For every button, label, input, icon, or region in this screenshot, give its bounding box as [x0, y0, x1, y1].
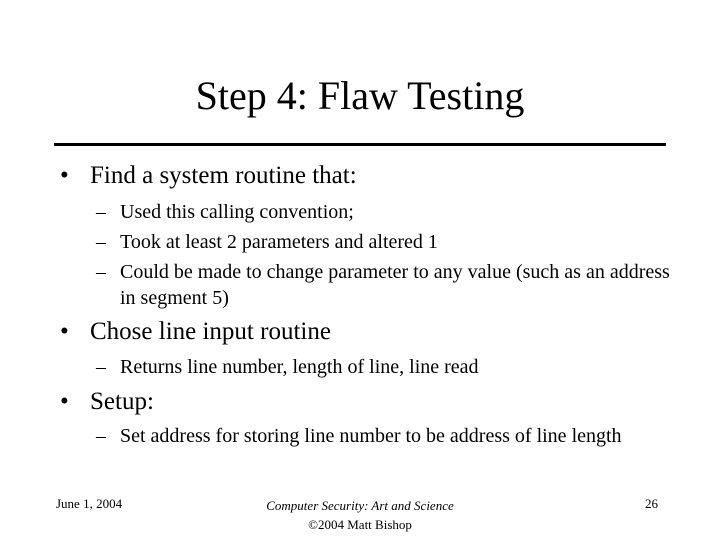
bullet-text: Setup: [90, 388, 154, 415]
sub-bullet [96, 199, 671, 225]
sub-bullet-mark: – [96, 425, 106, 447]
sub-bullet-text: Set address for storing line number to be address of line length [120, 425, 622, 447]
bullet-text: Chose line input routine [90, 318, 331, 345]
title-divider [54, 143, 666, 146]
footer-book-title: Computer Security: Art and Science [266, 498, 454, 513]
footer-date: June 1, 2004 [56, 496, 123, 511]
bullet-line-input [60, 316, 331, 348]
sub-bullet-text: Used this calling convention; [120, 201, 354, 223]
sub-bullet-mark: – [96, 201, 106, 223]
sub-bullet-text: Took at least 2 parameters and altered 1 [120, 231, 438, 253]
sub-bullet [96, 259, 671, 311]
sub-bullet-text: Could be made to change parameter to any value (such as an address in segment 5) [120, 261, 670, 309]
sub-bullet [96, 229, 671, 255]
bullet-find-routine [60, 160, 357, 192]
slide-title: Step 4: Flaw Testing [195, 73, 525, 118]
sub-bullet-mark: – [96, 261, 106, 283]
footer-copyright: ©2004 Matt Bishop [308, 517, 412, 532]
sub-bullet-mark: – [96, 231, 106, 253]
bullet-setup [60, 386, 154, 418]
bullet-mark: • [60, 388, 69, 415]
sub-bullet [96, 354, 671, 380]
sub-bullet [96, 423, 671, 449]
page-number: 26 [645, 496, 658, 511]
sub-bullet-mark: – [96, 356, 106, 378]
sub-bullet-text: Returns line number, length of line, line read [120, 356, 479, 378]
bullet-mark: • [60, 318, 69, 345]
footer-credit [210, 496, 510, 534]
bullet-text: Find a system routine that: [90, 162, 357, 189]
bullet-mark: • [60, 162, 69, 189]
